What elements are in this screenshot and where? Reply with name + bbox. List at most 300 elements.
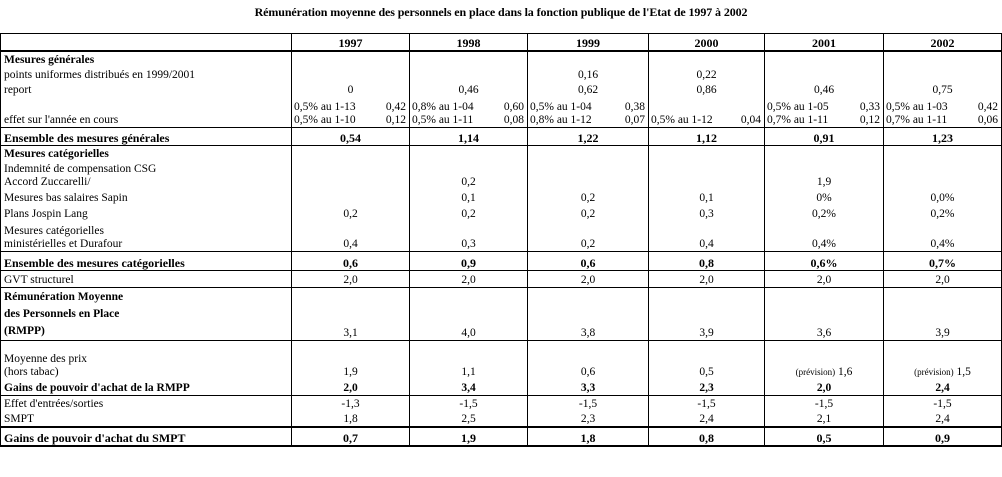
effet-value: 0,12 xyxy=(385,114,406,126)
effet-line xyxy=(294,101,406,114)
value-cell xyxy=(410,411,528,427)
effet-cell-stack xyxy=(294,101,406,127)
row-label-text: Accord Zuccarelli/ xyxy=(4,176,91,188)
row-label xyxy=(1,252,292,271)
value-cell xyxy=(649,161,765,189)
effet-line xyxy=(651,114,761,127)
cell-text: 0 xyxy=(347,84,354,96)
value-cell xyxy=(410,252,528,271)
value-cell xyxy=(884,128,1002,146)
cell-text: 1,8 xyxy=(343,413,358,425)
cell-text: 0,2 xyxy=(343,208,358,220)
prevision-value xyxy=(796,366,853,378)
cell-text: 2,0 xyxy=(461,274,476,286)
value-cell xyxy=(884,97,1002,128)
value-cell xyxy=(884,341,1002,380)
value-cell xyxy=(410,128,528,146)
table-row xyxy=(1,82,1002,97)
value-cell xyxy=(410,288,528,341)
cell-text: 0,6 xyxy=(343,256,358,270)
row-label-text: points uniformes distribués en 1999/2001 xyxy=(4,69,196,81)
row-label xyxy=(1,161,292,189)
value-cell xyxy=(649,67,765,82)
table-row xyxy=(1,396,1002,412)
cell-text: 1,1 xyxy=(461,366,476,378)
cell-text: 0,62 xyxy=(577,84,599,96)
row-label xyxy=(1,288,292,341)
cell-text: 1,12 xyxy=(696,131,717,145)
value-cell xyxy=(410,97,528,128)
value-cell xyxy=(292,51,410,67)
cell-text: 0,22 xyxy=(696,69,717,81)
value-cell xyxy=(292,82,410,97)
value-cell xyxy=(528,341,649,380)
table-row xyxy=(1,288,1002,341)
value-cell xyxy=(410,396,528,412)
row-label xyxy=(1,82,292,97)
value-cell xyxy=(765,128,884,146)
cell-text: 0,4 xyxy=(343,238,358,250)
value-cell xyxy=(528,396,649,412)
effet-value: 0,04 xyxy=(740,114,761,126)
effet-cell-stack xyxy=(651,114,761,127)
table-row xyxy=(1,411,1002,427)
cell-text: 0,6 xyxy=(580,366,596,378)
value-cell xyxy=(884,205,1002,221)
cell-text: 2,4 xyxy=(699,413,714,425)
effet-value: 0,33 xyxy=(859,101,880,113)
year-header: 2001 xyxy=(765,34,884,52)
cell-text: 0,7% xyxy=(929,256,956,270)
year-header: 2000 xyxy=(649,34,765,52)
value-cell xyxy=(884,396,1002,412)
cell-text: -1,5 xyxy=(933,398,952,410)
value-cell xyxy=(410,271,528,288)
value-cell xyxy=(765,146,884,162)
effet-line xyxy=(530,101,645,114)
value-cell xyxy=(292,128,410,146)
value-cell xyxy=(649,51,765,67)
row-label xyxy=(1,51,292,67)
value-cell xyxy=(649,252,765,271)
cell-text: 2,0 xyxy=(816,274,832,286)
section-title: Mesures générales xyxy=(4,54,95,66)
table-row xyxy=(1,341,1002,380)
row-label-text: SMPT xyxy=(4,413,35,425)
cell-text: 0,5 xyxy=(699,366,714,378)
cell-text: 0,4% xyxy=(812,238,836,250)
value-cell xyxy=(528,205,649,221)
cell-text: 0,54 xyxy=(340,131,361,145)
cell-text: 2,0 xyxy=(816,382,832,394)
cell-text: 0,2 xyxy=(461,208,476,220)
value-cell xyxy=(649,411,765,427)
value-cell xyxy=(884,51,1002,67)
cell-text: 0,4% xyxy=(930,238,955,250)
value-cell xyxy=(649,288,765,341)
table-row xyxy=(1,379,1002,396)
cell-text: 2,0 xyxy=(580,274,596,286)
value-cell xyxy=(528,82,649,97)
value-cell xyxy=(765,379,884,396)
cell-text: -1,3 xyxy=(341,398,360,410)
value-cell xyxy=(292,205,410,221)
value-cell xyxy=(410,189,528,205)
value-cell xyxy=(292,396,410,412)
value-cell xyxy=(528,161,649,189)
cell-text: 0,2 xyxy=(580,238,596,250)
cell-text: 3,1 xyxy=(343,327,358,339)
value-cell xyxy=(765,51,884,67)
table-row xyxy=(1,67,1002,82)
value-cell xyxy=(884,161,1002,189)
year-header: 1998 xyxy=(410,34,528,52)
cell-text: 0,8 xyxy=(699,256,714,270)
value-cell xyxy=(649,189,765,205)
cell-text: -1,5 xyxy=(814,398,834,410)
cell-text: 2,4 xyxy=(935,413,950,425)
value-cell xyxy=(649,396,765,412)
value-cell xyxy=(765,189,884,205)
effet-line xyxy=(767,114,880,127)
row-label-text: GVT structurel xyxy=(4,274,74,286)
value-cell xyxy=(765,411,884,427)
value-cell xyxy=(649,205,765,221)
value-cell xyxy=(884,271,1002,288)
cell-text: 0,46 xyxy=(813,84,835,96)
value-cell xyxy=(649,128,765,146)
cell-text: 0,2 xyxy=(461,176,476,188)
effet-value: 0,08 xyxy=(503,114,524,126)
value-cell xyxy=(884,82,1002,97)
value-cell xyxy=(765,67,884,82)
value-cell xyxy=(765,82,884,97)
effet-text: 0,7% au 1-11 xyxy=(886,114,948,126)
cell-text: 2,0 xyxy=(343,382,358,394)
year-header: 2002 xyxy=(884,34,1002,52)
cell-text: -1,5 xyxy=(697,398,716,410)
effet-line xyxy=(412,101,524,114)
effet-value: 0,38 xyxy=(624,101,645,113)
row-label-text: report xyxy=(4,84,32,96)
value-cell xyxy=(410,161,528,189)
table-row xyxy=(1,128,1002,146)
value-cell xyxy=(649,146,765,162)
value-cell xyxy=(410,67,528,82)
cell-text: 0,46 xyxy=(458,84,479,96)
row-label xyxy=(1,411,292,427)
row-label-text: Gains de pouvoir d'achat de la RMPP xyxy=(4,382,190,394)
cell-text: -1,5 xyxy=(578,398,598,410)
row-label xyxy=(1,205,292,221)
value-cell xyxy=(765,341,884,380)
effet-text: 0,5% au 1-05 xyxy=(767,101,829,113)
row-label-text: des Personnels en Place xyxy=(4,308,120,320)
value-cell xyxy=(765,288,884,341)
row-label-text: Ensemble des mesures générales xyxy=(4,131,170,145)
cell-text: 0,75 xyxy=(932,84,953,96)
value-cell xyxy=(884,427,1002,446)
value-cell xyxy=(884,411,1002,427)
row-label xyxy=(1,271,292,288)
effet-text: 0,5% au 1-13 xyxy=(294,101,356,113)
value-cell xyxy=(884,288,1002,341)
value-cell xyxy=(765,427,884,446)
value-cell xyxy=(410,205,528,221)
table-row xyxy=(1,205,1002,221)
value-cell xyxy=(292,97,410,128)
value-cell xyxy=(410,221,528,252)
value-cell xyxy=(528,271,649,288)
row-label xyxy=(1,97,292,128)
value-cell xyxy=(884,252,1002,271)
prevision-note: (prévision) xyxy=(795,367,836,377)
row-label xyxy=(1,128,292,146)
value-cell xyxy=(410,82,528,97)
row-label xyxy=(1,341,292,380)
cell-text: 1,22 xyxy=(577,131,599,145)
cell-text: 0,86 xyxy=(696,84,717,96)
value-cell xyxy=(292,189,410,205)
row-label-text: Rémunération Moyenne xyxy=(4,291,124,303)
row-label-text: effet sur l'année en cours xyxy=(4,114,119,126)
value-cell xyxy=(528,379,649,396)
cell-text: 0,6% xyxy=(810,256,838,270)
table-row xyxy=(1,51,1002,67)
value-cell xyxy=(884,379,1002,396)
cell-text: 2,0 xyxy=(343,274,358,286)
row-label-text: ministérielles et Durafour xyxy=(4,238,123,250)
effet-line xyxy=(767,101,880,114)
row-label xyxy=(1,189,292,205)
value-cell xyxy=(528,67,649,82)
effet-cell-stack xyxy=(530,101,645,127)
value-cell xyxy=(292,411,410,427)
cell-text: 1,9 xyxy=(816,176,832,188)
value-cell xyxy=(765,252,884,271)
value-cell xyxy=(884,221,1002,252)
effet-cell-stack xyxy=(886,101,998,127)
cell-text: 3,4 xyxy=(461,382,476,394)
effet-text: 0,5% au 1-03 xyxy=(886,101,948,113)
cell-text: 3,6 xyxy=(816,327,832,339)
value-cell xyxy=(410,379,528,396)
cell-text: 0,2% xyxy=(930,208,955,220)
value-cell xyxy=(528,221,649,252)
value-cell xyxy=(292,146,410,162)
year-header: 1999 xyxy=(528,34,649,52)
cell-text: 4,0 xyxy=(461,327,476,339)
value-cell xyxy=(649,271,765,288)
row-label xyxy=(1,379,292,396)
row-label-text: Mesures catégorielles xyxy=(4,225,104,237)
row-label-text: Mesures bas salaires Sapin xyxy=(4,192,128,204)
value-cell xyxy=(765,205,884,221)
effet-text: 0,5% au 1-11 xyxy=(412,114,474,126)
value-cell xyxy=(528,146,649,162)
cell-text: 2,5 xyxy=(461,413,476,425)
effet-line xyxy=(886,101,998,114)
value-cell xyxy=(528,51,649,67)
prevision-note: (prévision) xyxy=(914,367,954,377)
cell-text: 0,9 xyxy=(461,256,476,270)
cell-text: 1,23 xyxy=(932,131,953,145)
value-cell xyxy=(292,161,410,189)
effet-cell-stack xyxy=(412,101,524,127)
cell-text: 1,6 xyxy=(838,366,853,378)
value-cell xyxy=(765,97,884,128)
value-cell xyxy=(292,252,410,271)
value-cell xyxy=(649,221,765,252)
value-cell xyxy=(292,221,410,252)
cell-text: 3,8 xyxy=(580,327,596,339)
value-cell xyxy=(649,341,765,380)
cell-text: 2,3 xyxy=(699,382,714,394)
row-label xyxy=(1,67,292,82)
label-stack xyxy=(4,289,288,340)
table-row xyxy=(1,252,1002,271)
cell-text: 0,9 xyxy=(935,431,950,445)
value-cell xyxy=(292,379,410,396)
value-cell xyxy=(765,161,884,189)
value-cell xyxy=(649,82,765,97)
value-cell xyxy=(528,97,649,128)
cell-text: 2,3 xyxy=(580,413,596,425)
row-label-text: Effet d'entrées/sorties xyxy=(4,398,104,410)
cell-text: 0,3 xyxy=(461,238,476,250)
cell-text: 0,6 xyxy=(580,256,596,270)
effet-line xyxy=(886,114,998,127)
cell-text: 1,9 xyxy=(461,431,476,445)
row-label xyxy=(1,221,292,252)
cell-text: 2,4 xyxy=(935,382,950,394)
value-cell xyxy=(528,128,649,146)
effet-value: 0,06 xyxy=(977,114,998,126)
value-cell xyxy=(410,51,528,67)
cell-text: 3,3 xyxy=(580,382,596,394)
cell-text: 0,3 xyxy=(699,208,714,220)
year-header-row xyxy=(1,34,1002,52)
row-label xyxy=(1,396,292,412)
effet-text: 0,5% au 1-10 xyxy=(294,114,356,126)
cell-text: -1,5 xyxy=(459,398,478,410)
cell-text: 3,9 xyxy=(699,327,714,339)
table-row xyxy=(1,97,1002,128)
cell-text: 1,8 xyxy=(580,431,596,445)
row-label-text: (hors tabac) xyxy=(4,366,59,378)
value-cell xyxy=(410,341,528,380)
cell-text: 0,5 xyxy=(816,431,832,445)
table-row xyxy=(1,146,1002,162)
table-row xyxy=(1,161,1002,189)
table-row xyxy=(1,427,1002,446)
value-cell xyxy=(765,221,884,252)
effet-value: 0,07 xyxy=(624,114,645,126)
cell-text: 0,0% xyxy=(930,192,955,204)
value-cell xyxy=(884,189,1002,205)
page-title: Rémunération moyenne des personnels en place dans la fonction publique de l'Etat de 1997 à 2002 xyxy=(254,5,748,19)
row-label-text: Indemnité de compensation CSG xyxy=(4,163,157,175)
table-row xyxy=(1,189,1002,205)
header-blank xyxy=(1,34,292,52)
value-cell xyxy=(528,411,649,427)
value-cell xyxy=(765,271,884,288)
cell-text: 1,9 xyxy=(343,366,358,378)
cell-text: 0,1 xyxy=(699,192,714,204)
effet-text: 0,5% au 1-04 xyxy=(530,101,592,113)
cell-text: 0,2% xyxy=(812,208,836,220)
value-cell xyxy=(292,67,410,82)
prevision-value xyxy=(914,366,971,378)
value-cell xyxy=(649,97,765,128)
remuneration-table xyxy=(0,33,1002,447)
cell-text: 2,1 xyxy=(816,413,832,425)
cell-text: 0,1 xyxy=(461,192,476,204)
cell-text: 0% xyxy=(816,192,832,204)
value-cell xyxy=(292,427,410,446)
table-row xyxy=(1,221,1002,252)
cell-text: 0,7 xyxy=(343,431,358,445)
cell-text: 2,0 xyxy=(699,274,714,286)
effet-text: 0,8% au 1-12 xyxy=(530,114,592,126)
cell-text: 0,16 xyxy=(577,69,599,81)
effet-text: 0,5% au 1-12 xyxy=(651,114,713,126)
row-label xyxy=(1,146,292,162)
value-cell xyxy=(649,427,765,446)
label-stack xyxy=(4,353,288,379)
value-cell xyxy=(765,396,884,412)
label-stack xyxy=(4,163,288,189)
effet-cell-stack xyxy=(767,101,880,127)
effet-line xyxy=(412,114,524,127)
effet-line xyxy=(530,114,645,127)
effet-line xyxy=(294,114,406,127)
row-label-text: Moyenne des prix xyxy=(4,353,88,365)
row-label-text: Plans Jospin Lang xyxy=(4,208,88,220)
cell-text: 1,5 xyxy=(956,366,971,378)
effet-value: 0,12 xyxy=(859,114,880,126)
table-row xyxy=(1,271,1002,288)
effet-value: 0,42 xyxy=(385,101,406,113)
value-cell xyxy=(884,67,1002,82)
value-cell xyxy=(292,341,410,380)
cell-text: 3,9 xyxy=(935,327,950,339)
cell-text: 0,91 xyxy=(813,131,835,145)
cell-text: 0,4 xyxy=(699,238,714,250)
value-cell xyxy=(649,379,765,396)
effet-text: 0,7% au 1-11 xyxy=(767,114,829,126)
value-cell xyxy=(528,189,649,205)
value-cell xyxy=(528,427,649,446)
row-label-text: Gains de pouvoir d'achat du SMPT xyxy=(4,431,186,445)
row-label xyxy=(1,427,292,446)
row-label-text: (RMPP) xyxy=(4,325,45,337)
label-stack xyxy=(4,225,288,251)
cell-text: 2,0 xyxy=(935,274,950,286)
effet-value: 0,60 xyxy=(503,101,524,113)
value-cell xyxy=(884,146,1002,162)
cell-text: 0,2 xyxy=(580,208,596,220)
value-cell xyxy=(410,146,528,162)
value-cell xyxy=(292,288,410,341)
section-title: Mesures catégorielles xyxy=(4,148,109,160)
row-label-text: Ensemble des mesures catégorielles xyxy=(4,256,185,270)
value-cell xyxy=(528,252,649,271)
value-cell xyxy=(410,427,528,446)
effet-value: 0,42 xyxy=(977,101,998,113)
value-cell xyxy=(528,288,649,341)
year-header: 1997 xyxy=(292,34,410,52)
